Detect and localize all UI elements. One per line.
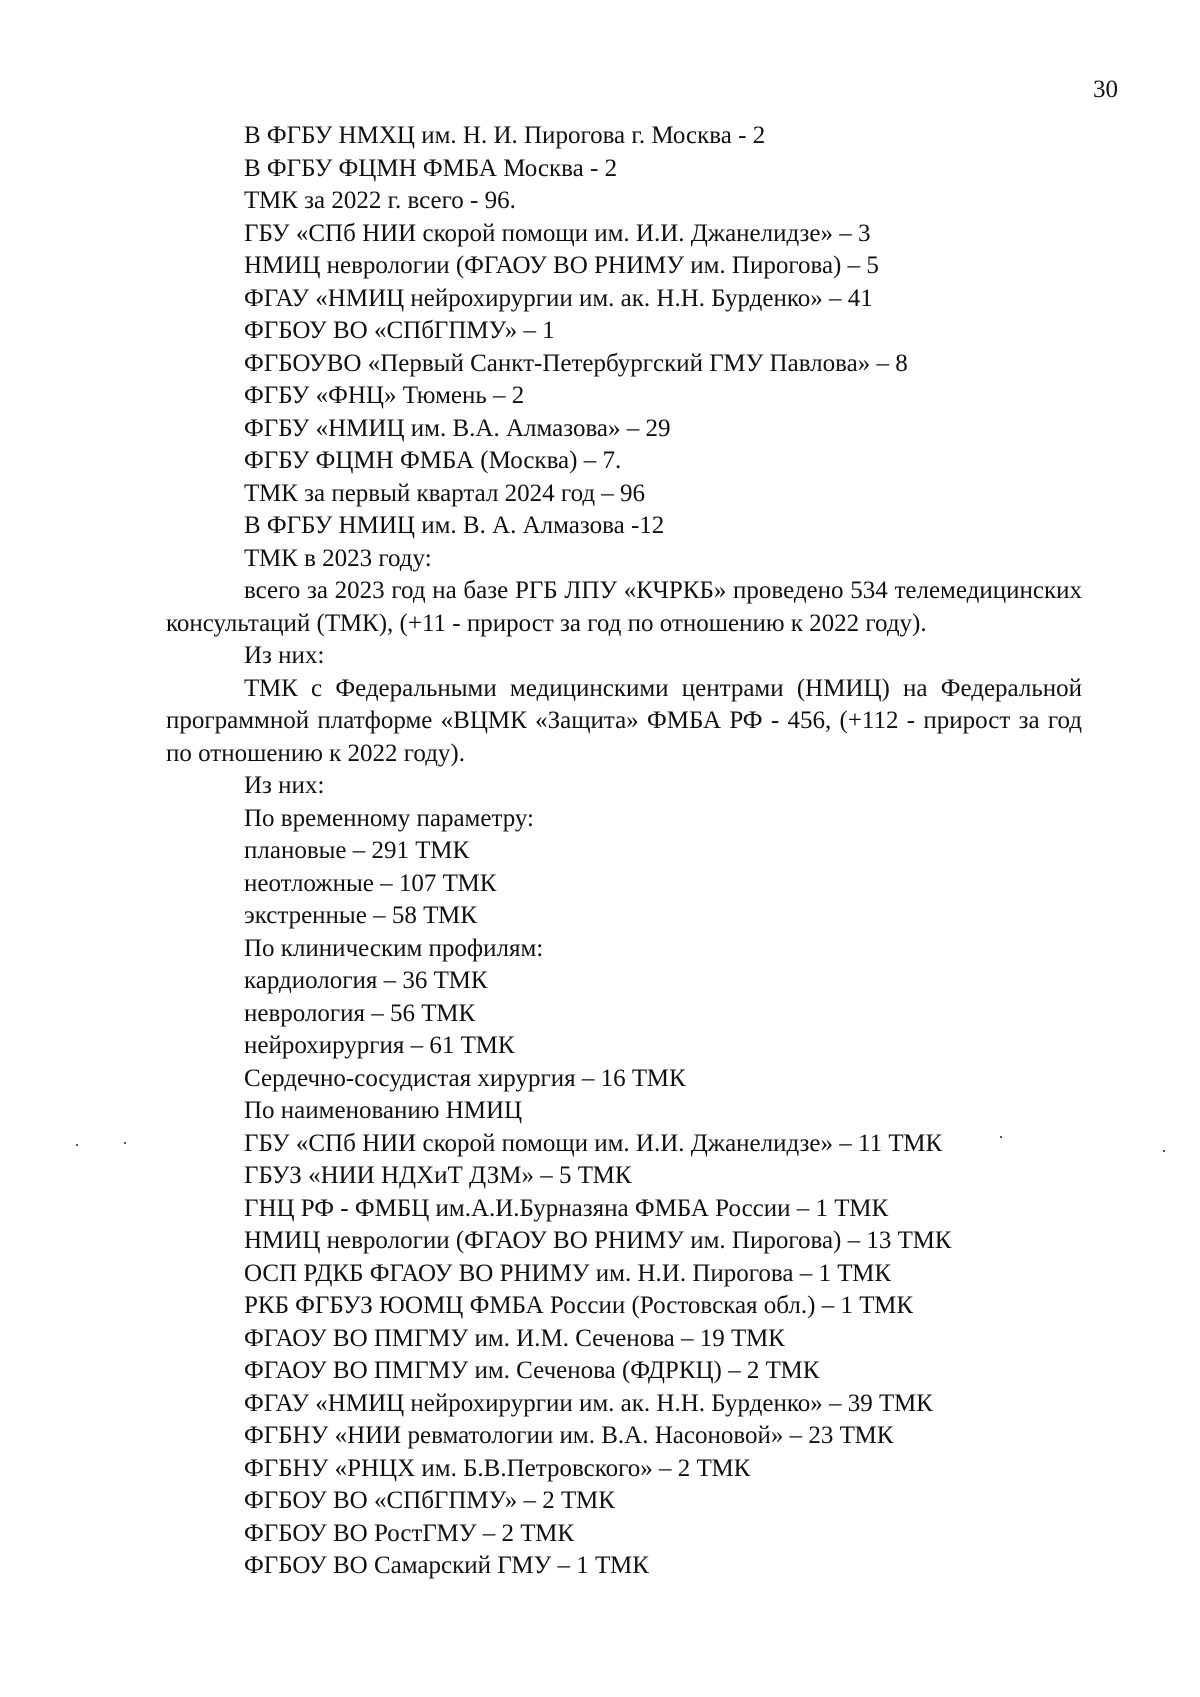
- text-line: ФГБУ ФЦМН ФМБА (Москва) – 7.: [244, 447, 622, 474]
- text-line: Сердечно-сосудистая хирургия – 16 ТМК: [244, 1064, 686, 1092]
- text-line: кардиология – 36 ТМК: [244, 967, 488, 994]
- text-line: экстренные – 58 ТМК: [244, 902, 477, 929]
- text-line: ФГАУ «НМИЦ нейрохирургии им. ак. Н.Н. Бурденко» – 41: [244, 284, 873, 312]
- text-line: ГБУ «СПб НИИ скорой помощи им. И.И. Джанелидзе» – 3: [244, 219, 871, 247]
- text-line: РКБ ФГБУЗ ЮОМЦ ФМБА России (Ростовская обл.) – 1 ТМК: [244, 1292, 914, 1319]
- list-block-b: [166, 770, 1082, 1583]
- text-line: неврология – 56 ТМК: [244, 999, 476, 1027]
- page-number: 30: [1093, 76, 1118, 103]
- text-line: НМИЦ неврологии (ФГАОУ ВО РНИМУ им. Пирогова) – 13 ТМК: [244, 1227, 952, 1254]
- text-line: плановые – 291 ТМК: [244, 837, 470, 864]
- scan-speck: [76, 1144, 78, 1146]
- text-line: В ФГБУ ФЦМН ФМБА Москва - 2: [244, 154, 618, 182]
- text-line: Из них:: [244, 642, 325, 669]
- text-line: ОСП РДКБ ФГАОУ ВО РНИМУ им. Н.И. Пирогова – 1 ТМК: [244, 1259, 892, 1287]
- text-line: ФГБНУ «РНЦХ им. Б.В.Петровского» – 2 ТМК: [244, 1454, 751, 1482]
- document-body: [166, 120, 1082, 1583]
- text-line: ФГБОУВО «Первый Санкт-Петербургский ГМУ Павлова» – 8: [244, 349, 908, 377]
- text-line: ФГБУ «НМИЦ им. В.А. Алмазова» – 29: [244, 414, 671, 442]
- paragraph-federal-centers: ТМК с Федеральными медицинскими центрами (НМИЦ) на Федеральной программной платформе «ВЦМК «Защита» ФМБА РФ - 456, (+112 - прирост за год по отношению к 2022 году).: [166, 674, 1082, 767]
- text-line: ФГБОУ ВО «СПбГПМУ» – 2 ТМК: [244, 1487, 615, 1514]
- text-line: нейрохирургия – 61 ТМК: [244, 1032, 515, 1059]
- text-line: В ФГБУ НМИЦ им. В. А. Алмазова -12: [244, 512, 665, 539]
- text-line: НМИЦ неврологии (ФГАОУ ВО РНИМУ им. Пирогова) – 5: [244, 252, 879, 279]
- text-line: ГНЦ РФ - ФМБЦ им.А.И.Бурназяна ФМБА России – 1 ТМК: [244, 1194, 889, 1222]
- text-line: По временному параметру:: [244, 804, 534, 832]
- text-line: В ФГБУ НМХЦ им. Н. И. Пирогова г. Москва - 2: [244, 122, 766, 149]
- text-line: ТМК в 2023 году:: [244, 544, 432, 572]
- text-line: По клиническим профилям:: [244, 934, 544, 962]
- text-line: Из них:: [244, 772, 325, 799]
- text-line: ГБУ «СПб НИИ скорой помощи им. И.И. Джанелидзе» – 11 ТМК: [244, 1129, 943, 1157]
- text-line: неотложные – 107 ТМК: [244, 869, 497, 897]
- text-line: ФГАОУ ВО ПМГМУ им. И.М. Сеченова – 19 ТМК: [244, 1324, 785, 1352]
- text-line: ФГАОУ ВО ПМГМУ им. Сеченова (ФДРКЦ) – 2 ТМК: [244, 1357, 820, 1384]
- text-line: ТМК за 2022 г. всего - 96.: [244, 187, 516, 214]
- text-line: ФГБОУ ВО Самарский ГМУ – 1 ТМК: [244, 1552, 649, 1579]
- text-line: ФГБОУ ВО «СПбГПМУ» – 1: [244, 317, 555, 344]
- text-line: ФГБОУ ВО РостГМУ – 2 ТМК: [244, 1519, 575, 1547]
- text-line: ФГАУ «НМИЦ нейрохирургии им. ак. Н.Н. Бурденко» – 39 ТМК: [244, 1389, 933, 1417]
- scan-speck: [124, 1142, 126, 1144]
- scan-speck: [1163, 1150, 1165, 1152]
- paragraph-total-2023: всего за 2023 год на базе РГБ ЛПУ «КЧРКБ» проведено 534 телемедицинских консультаций (ТМК), (+11 - прирост за год по отношению к 2022 году).: [166, 577, 1082, 637]
- text-line: ГБУЗ «НИИ НДХиТ ДЗМ» – 5 ТМК: [244, 1162, 632, 1189]
- text-line: ТМК за первый квартал 2024 год – 96: [244, 479, 646, 507]
- text-line: ФГБУ «ФНЦ» Тюмень – 2: [244, 382, 525, 409]
- text-line: По наименованию НМИЦ: [244, 1097, 523, 1124]
- list-block-a: [166, 120, 1082, 575]
- text-line: ФГБНУ «НИИ ревматологии им. В.А. Насоновой» – 23 ТМК: [244, 1422, 894, 1449]
